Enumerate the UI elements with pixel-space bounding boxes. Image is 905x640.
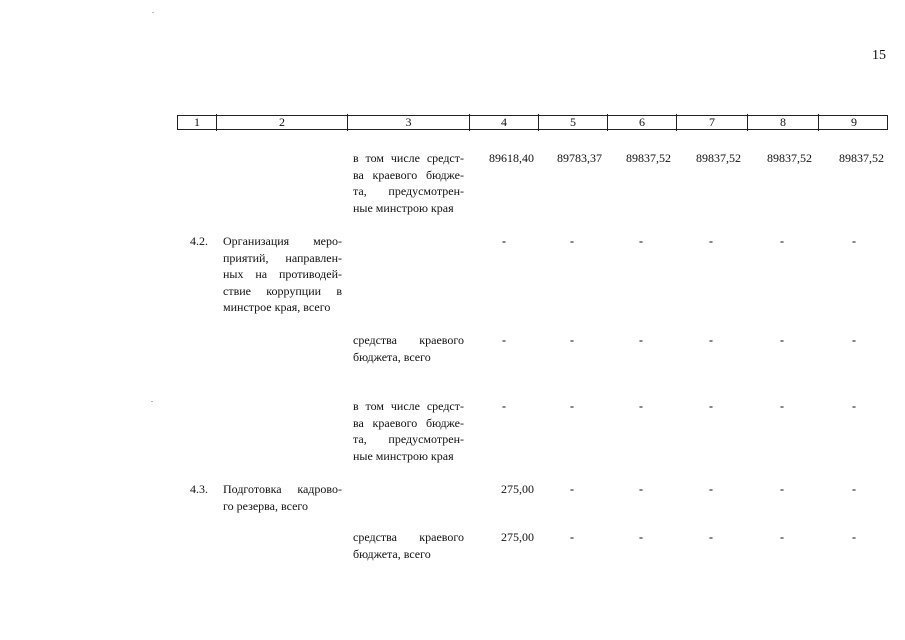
cell-text-line: в том числе средст-	[353, 399, 464, 413]
value-cell-dash: -	[570, 482, 574, 496]
column-header-5: 5	[570, 115, 576, 129]
value-cell: 89783,37	[557, 151, 602, 165]
funding-source	[353, 529, 464, 562]
scan-speck	[152, 12, 154, 13]
value-cell-dash: -	[780, 530, 784, 544]
cell-text-line: Подготовка кадрово-	[223, 482, 342, 496]
value-cell-dash: -	[570, 399, 574, 413]
cell-text-line: средства краевого	[353, 530, 464, 544]
row-number: 4.3.	[190, 482, 208, 496]
value-cell-dash: -	[639, 530, 643, 544]
cell-text-line: ствие коррупции в	[223, 283, 342, 298]
cell-text-line: Организация меро-	[223, 234, 342, 248]
funding-source	[353, 398, 464, 464]
cell-text-line: ных на противодей-	[223, 267, 342, 281]
value-cell-dash: -	[780, 399, 784, 413]
value-cell-dash: -	[852, 482, 856, 496]
value-cell: 89618,40	[489, 151, 534, 165]
value-cell-dash: -	[639, 399, 643, 413]
column-header-7: 7	[709, 115, 715, 129]
value-cell: 275,00	[501, 482, 534, 496]
cell-text-line: го резерва, всего	[223, 498, 309, 513]
value-cell-dash: -	[852, 399, 856, 413]
value-cell-dash: -	[852, 333, 856, 347]
value-cell-dash: -	[570, 234, 574, 248]
cell-text-line: та, предусмотрен-	[353, 184, 464, 198]
cell-text-line: ные минстрою края	[353, 448, 454, 463]
value-cell-dash: -	[639, 234, 643, 248]
value-cell-dash: -	[780, 234, 784, 248]
value-cell: 89837,52	[696, 151, 741, 165]
cell-text-line: ва краевого бюдже-	[353, 415, 464, 430]
cell-text-line: в том числе средст-	[353, 151, 464, 165]
value-cell-dash: -	[709, 399, 713, 413]
value-cell-dash: -	[639, 482, 643, 496]
value-cell: 89837,52	[839, 151, 884, 165]
scan-speck	[151, 401, 153, 402]
value-cell: 275,00	[501, 530, 534, 544]
row-number: 4.2.	[190, 234, 208, 248]
cell-text-line: ные минстрою края	[353, 200, 454, 215]
column-header-1: 1	[194, 115, 200, 129]
cell-text-line: средства краевого	[353, 333, 464, 347]
value-cell: 89837,52	[767, 151, 812, 165]
value-cell-dash: -	[709, 234, 713, 248]
value-cell-dash: -	[709, 333, 713, 347]
page-number: 15	[872, 48, 886, 63]
value-cell-dash: -	[852, 530, 856, 544]
item-name	[223, 233, 342, 316]
column-header-8: 8	[780, 115, 786, 129]
value-cell-dash: -	[639, 333, 643, 347]
cell-text-line: приятий, направлен-	[223, 250, 342, 265]
funding-source	[353, 332, 464, 365]
value-cell-dash: -	[502, 234, 506, 248]
column-header-3: 3	[405, 115, 412, 129]
value-cell-dash: -	[502, 399, 506, 413]
cell-text-line: ва краевого бюдже-	[353, 167, 464, 182]
value-cell-dash: -	[502, 333, 506, 347]
cell-text-line: бюджета, всего	[353, 546, 431, 561]
cell-text-line: та, предусмотрен-	[353, 432, 464, 446]
value-cell-dash: -	[780, 333, 784, 347]
value-cell-dash: -	[709, 482, 713, 496]
column-header-6: 6	[639, 115, 645, 129]
value-cell-dash: -	[780, 482, 784, 496]
funding-source	[353, 150, 464, 216]
value-cell-dash: -	[570, 530, 574, 544]
item-name	[223, 481, 342, 514]
cell-text-line: минстрое края, всего	[223, 300, 331, 314]
value-cell-dash: -	[852, 234, 856, 248]
column-header-4: 4	[501, 115, 507, 129]
column-header-9: 9	[851, 115, 857, 129]
value-cell-dash: -	[570, 333, 574, 347]
table-header-row	[177, 115, 888, 130]
cell-text-line: бюджета, всего	[353, 349, 431, 364]
column-header-2: 2	[279, 115, 285, 129]
value-cell-dash: -	[709, 530, 713, 544]
value-cell: 89837,52	[626, 151, 671, 165]
